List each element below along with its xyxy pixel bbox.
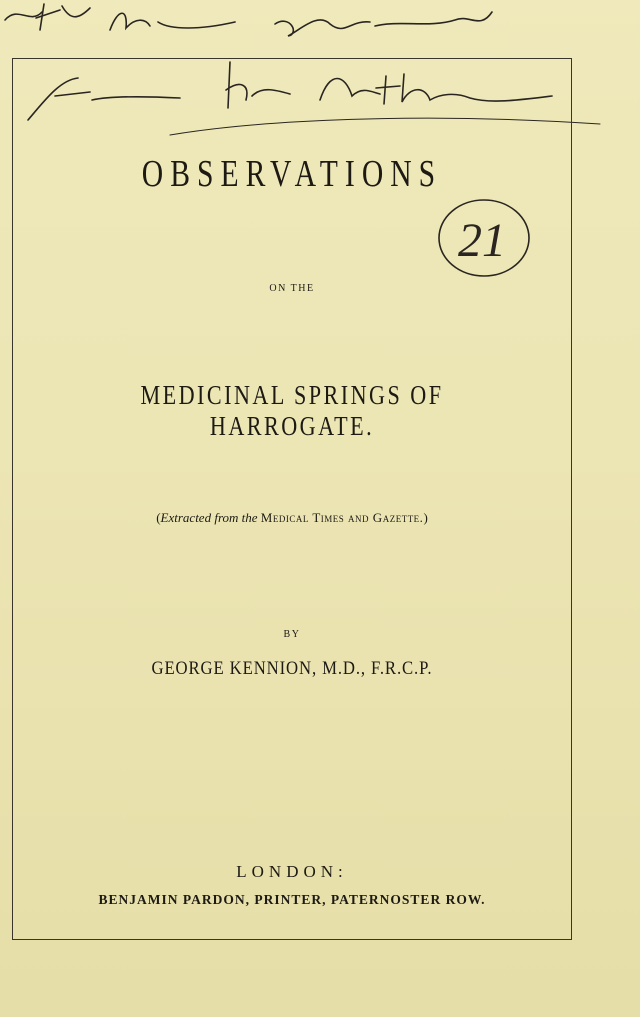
svg-text:21: 21: [458, 214, 506, 267]
publication-place: LONDON:: [236, 862, 348, 881]
source-note-close: ): [423, 510, 428, 525]
source-note-open: (: [156, 510, 161, 525]
source-note-journal: Medical Times and Gazette.: [260, 510, 424, 525]
book-title: OBSERVATIONS: [141, 153, 443, 195]
source-note-italic: Extracted from the: [160, 510, 258, 525]
source-note: [12, 510, 572, 526]
printer-imprint: BENJAMIN PARDON, PRINTER, PATERNOSTER ROW.: [98, 892, 486, 907]
author-name: GEORGE KENNION, M.D., F.R.C.P.: [151, 658, 433, 679]
book-subject: MEDICINAL SPRINGS OF HARROGATE.: [140, 380, 444, 441]
on-the-label: ON THE: [269, 283, 315, 294]
by-label: BY: [283, 629, 301, 640]
